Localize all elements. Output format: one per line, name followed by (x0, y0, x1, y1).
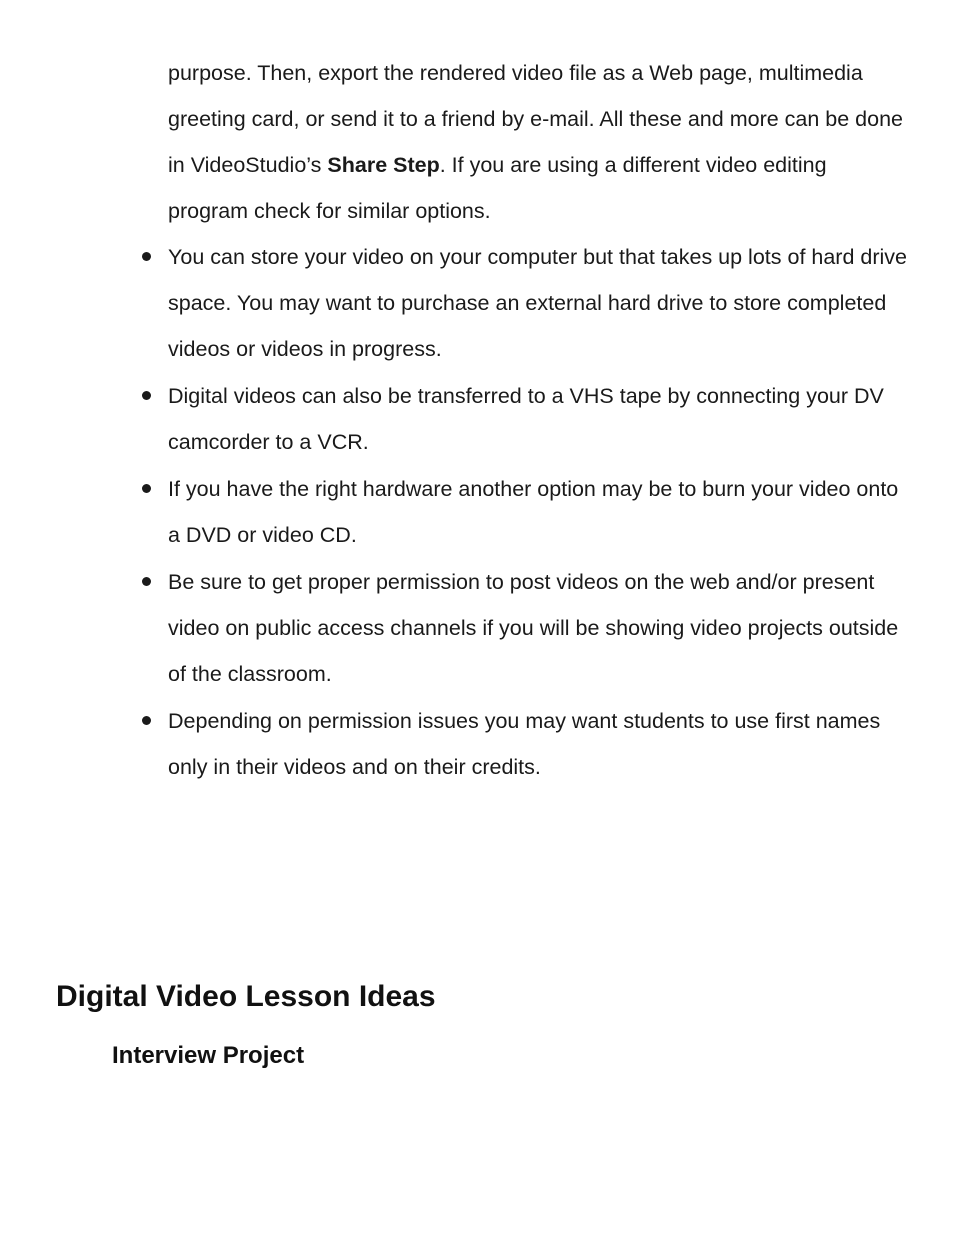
section-heading: Digital Video Lesson Ideas (56, 980, 436, 1013)
continued-paragraph (168, 50, 908, 234)
bullet-text: If you have the right hardware another option may be to burn your video onto a DVD or video CD. (168, 477, 899, 547)
bullet-dot-icon (142, 577, 151, 586)
share-step-bold-text: Share Step (327, 153, 440, 177)
bullet-item (0, 466, 908, 558)
bullet-item (0, 559, 908, 697)
bullet-text: Be sure to get proper permission to post videos on the web and/or present video on public access channels if you will be showing video projects outside of the classroom. (168, 570, 899, 686)
paragraph-text-after: . If you are using a different video editing program check for similar options. (168, 153, 827, 223)
bullet-item (0, 698, 908, 790)
bullet-dot-icon (142, 484, 151, 493)
bullet-text: Depending on permission issues you may want students to use first names only in their videos and on their credits. (168, 709, 881, 779)
paragraph-text-before: purpose. Then, export the rendered video file as a Web page, multimedia greeting card, or send it to a friend by e-mail. All these and more can be done in VideoStudio’s (168, 61, 904, 177)
bullet-dot-icon (142, 391, 151, 400)
bullet-text: Digital videos can also be transferred to a VHS tape by connecting your DV camcorder to a VCR. (168, 384, 884, 454)
bullet-text: You can store your video on your computer but that takes up lots of hard drive space. You may want to purchase an external hard drive to store completed videos or videos in progress. (168, 245, 907, 361)
bullet-item (0, 234, 908, 372)
bullet-dot-icon (142, 716, 151, 725)
bullet-dot-icon (142, 252, 151, 261)
bullet-list (0, 234, 954, 791)
subsection-heading: Interview Project (112, 1042, 305, 1069)
bullet-item (0, 373, 908, 465)
